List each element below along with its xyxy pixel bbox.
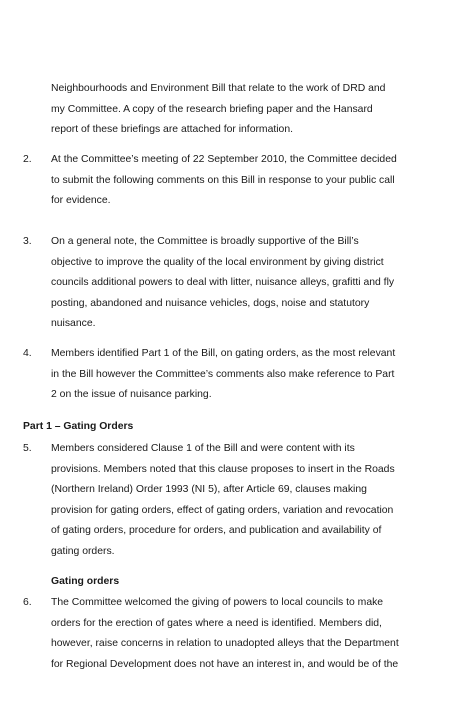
text-line: Neighbourhoods and Environment Bill that relate to the work of DRD and <box>51 83 386 94</box>
text-line: however, raise concerns in relation to unadopted alleys that the Department <box>51 638 399 649</box>
paragraph-number: 5. <box>23 443 32 454</box>
paragraph-number: 6. <box>23 597 32 608</box>
paragraph-body <box>51 232 436 335</box>
text-line: objective to improve the quality of the local environment by giving district <box>51 256 384 268</box>
paragraph-body <box>51 344 436 406</box>
paragraph-body <box>51 593 436 675</box>
text-line: provisions. Members noted that this clause proposes to insert in the Roads <box>51 463 395 475</box>
text-line: councils additional powers to deal with litter, nuisance alleys, grafitti and fly <box>51 277 395 288</box>
text-line: The Committee welcomed the giving of powers to local councils to make <box>51 597 384 608</box>
paragraph-body <box>51 439 436 562</box>
paragraph-body <box>51 150 436 212</box>
text-line: for Regional Development does not have an interest in, and would be of the <box>51 658 399 670</box>
text-line: Members considered Clause 1 of the Bill and were content with its <box>51 443 355 454</box>
text-line: nuisance. <box>51 318 96 329</box>
subsection-heading: Gating orders <box>51 576 120 587</box>
text-line: provision for gating orders, effect of gating orders, variation and revocation <box>51 504 394 516</box>
text-line: to submit the following comments on this Bill in response to your public call <box>51 174 395 186</box>
section-heading: Part 1 – Gating Orders <box>23 421 134 432</box>
text-line: Members identified Part 1 of the Bill, on gating orders, as the most relevant <box>51 348 396 359</box>
text-line: report of these briefings are attached for information. <box>51 124 294 135</box>
text-line: posting, abandoned and nuisance vehicles, dogs, noise and statutory <box>51 297 370 309</box>
text-line: gating orders. <box>51 545 115 557</box>
text-line: orders for the erection of gates where a need is identified. Members did, <box>51 617 382 629</box>
paragraph-number: 3. <box>23 236 32 247</box>
text-line: (Northern Ireland) Order 1993 (NI 5), after Article 69, clauses making <box>51 484 367 495</box>
text-line: 2 on the issue of nuisance parking. <box>51 389 212 400</box>
text-line: for evidence. <box>51 195 111 206</box>
text-line: On a general note, the Committee is broadly supportive of the Bill’s <box>51 236 359 247</box>
paragraph-number: 2. <box>23 154 32 165</box>
text-line: my Committee. A copy of the research briefing paper and the Hansard <box>51 103 373 115</box>
text-line: of gating orders, procedure for orders, and publication and availability of <box>51 525 382 536</box>
paragraph-body <box>51 79 436 141</box>
paragraph-number: 4. <box>23 348 32 359</box>
text-line: At the Committee’s meeting of 22 September 2010, the Committee decided <box>51 154 397 165</box>
text-line: in the Bill however the Committee’s comments also make reference to Part <box>51 368 395 380</box>
